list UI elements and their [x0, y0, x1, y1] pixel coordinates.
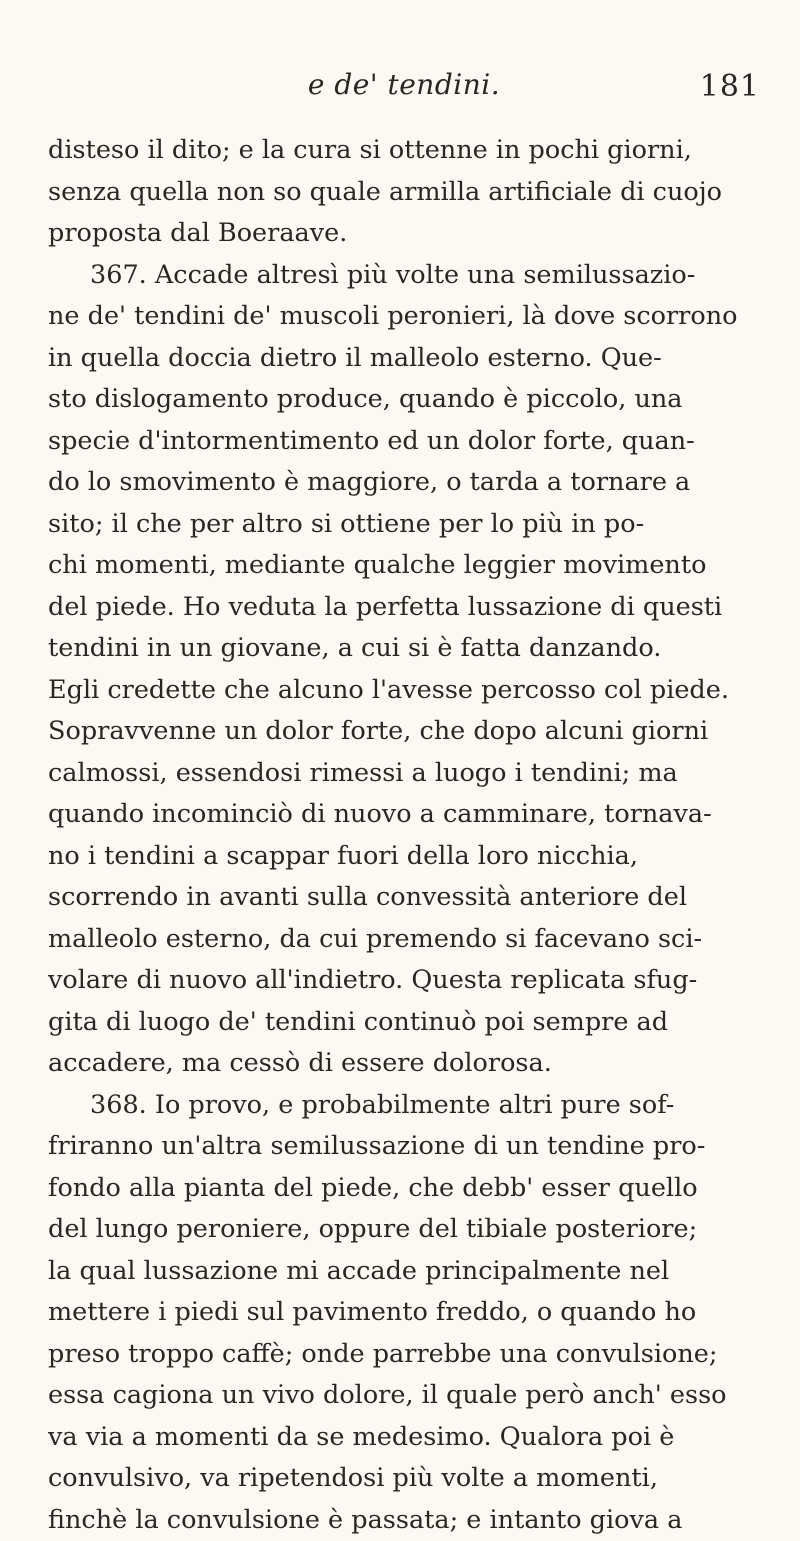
page-number: 181 [700, 70, 760, 104]
paragraph-368-start: 368. Io provo, e probabilmente altri pure sof- [48, 1085, 760, 1127]
text-line: malleolo esterno, da cui premendo si facevano sci- [48, 919, 760, 961]
text-line: do lo smovimento è maggiore, o tarda a tornare a [48, 462, 760, 504]
text-line: essa cagiona un vivo dolore, il quale però anch' esso [48, 1375, 760, 1417]
text-line: Sopravvenne un dolor forte, che dopo alcuni giorni [48, 711, 760, 753]
text-line: in quella doccia dietro il malleolo esterno. Que- [48, 338, 760, 380]
text-line: senza quella non so quale armilla artificiale di cuojo [48, 172, 760, 214]
text-line: sto dislogamento produce, quando è piccolo, una [48, 379, 760, 421]
text-line: gita di luogo de' tendini continuò poi sempre ad [48, 1002, 760, 1044]
text-line: scorrendo in avanti sulla convessità anteriore del [48, 877, 760, 919]
text-line: va via a momenti da se medesimo. Qualora poi è [48, 1417, 760, 1459]
text-line: friranno un'altra semilussazione di un tendine pro- [48, 1126, 760, 1168]
text-line: disteso il dito; e la cura si ottenne in pochi giorni, [48, 130, 760, 172]
running-title: e de' tendini. [48, 68, 760, 102]
text-line: del lungo peroniere, oppure del tibiale posteriore; [48, 1209, 760, 1251]
text-line: sito; il che per altro si ottiene per lo più in po- [48, 504, 760, 546]
text-line: convulsivo, va ripetendosi più volte a momenti, [48, 1458, 760, 1500]
body-text [48, 130, 760, 1541]
text-line: proposta dal Boeraave. [48, 213, 760, 255]
text-line: mettere i piedi sul pavimento freddo, o quando ho [48, 1292, 760, 1334]
page-header [48, 68, 760, 118]
text-line: quando incominciò di nuovo a camminare, tornava- [48, 794, 760, 836]
text-line: ne de' tendini de' muscoli peronieri, là dove scorrono [48, 296, 760, 338]
paragraph-367-start: 367. Accade altresì più volte una semilussazio- [48, 255, 760, 297]
text-line: la qual lussazione mi accade principalmente nel [48, 1251, 760, 1293]
text-line: volare di nuovo all'indietro. Questa replicata sfug- [48, 960, 760, 1002]
text-line: del piede. Ho veduta la perfetta lussazione di questi [48, 587, 760, 629]
text-line: calmossi, essendosi rimessi a luogo i tendini; ma [48, 753, 760, 795]
text-line: preso troppo caffè; onde parrebbe una convulsione; [48, 1334, 760, 1376]
text-line: no i tendini a scappar fuori della loro nicchia, [48, 836, 760, 878]
text-line: fondo alla pianta del piede, che debb' esser quello [48, 1168, 760, 1210]
text-line: tendini in un giovane, a cui si è fatta danzando. [48, 628, 760, 670]
text-line: finchè la convulsione è passata; e intanto giova a [48, 1500, 760, 1541]
text-line: specie d'intormentimento ed un dolor forte, quan- [48, 421, 760, 463]
text-line: chi momenti, mediante qualche leggier movimento [48, 545, 760, 587]
text-line: Egli credette che alcuno l'avesse percosso col piede. [48, 670, 760, 712]
text-line: accadere, ma cessò di essere dolorosa. [48, 1043, 760, 1085]
